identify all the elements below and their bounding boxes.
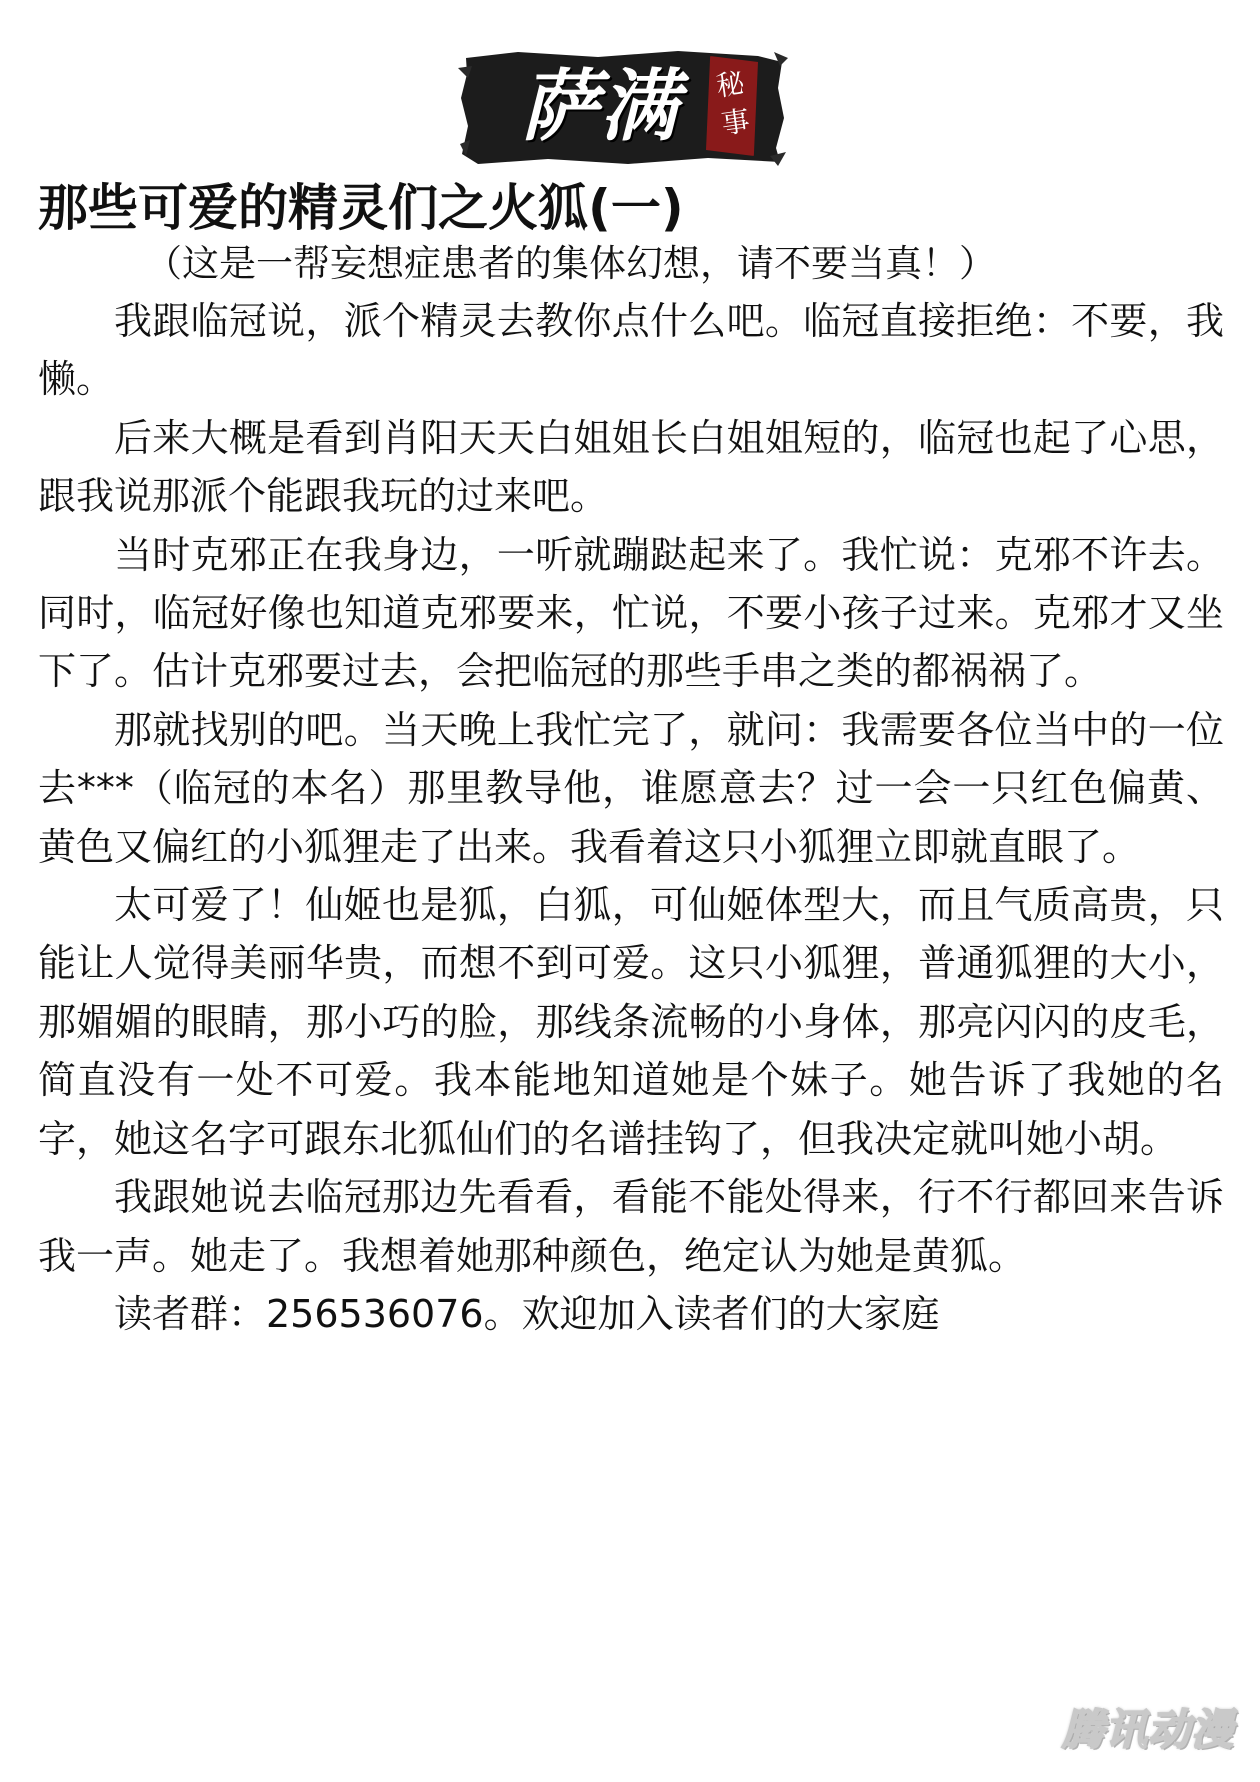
- article-body: [38, 292, 1224, 1343]
- article-title: 那些可爱的精灵们之火狐(一): [38, 179, 684, 237]
- logo-title: 萨满: [520, 61, 681, 152]
- paragraph: 后来大概是看到肖阳天天白姐姐长白姐姐短的，临冠也起了心思，跟我说那派个能跟我玩的过来吧。: [38, 415, 1224, 519]
- paragraph: 我跟临冠说，派个精灵去教你点什么吧。临冠直接拒绝：不要，我懒。: [38, 299, 1224, 402]
- paragraph: 太可爱了！仙姬也是狐，白狐，可仙姬体型大，而且气质高贵，只能让人觉得美丽华贵，而想不到可爱。这只小狐狸，普通狐狸的大小，那媚媚的眼睛，那小巧的脸，那线条流畅的小身体，那亮闪闪的皮毛，简直没有一处不可爱。我本能地知道她是个妹子。她告诉了我她的名字，她这名字可跟东北狐仙们的名谱挂钩了，但我决定就叫她小胡。: [38, 883, 1224, 1161]
- reader-group-note: 读者群：256536076。欢迎加入读者们的大家庭: [114, 1291, 940, 1336]
- article-disclaimer: （这是一帮妄想症患者的集体幻想，请不要当真！）: [145, 242, 996, 285]
- paragraph: 当时克邪正在我身边，一听就蹦跶起来了。我忙说：克邪不许去。同时，临冠好像也知道克邪要来，忙说，不要小孩子过来。克邪才又坐下了。估计克邪要过去，会把临冠的那些手串之类的都祸祸了。: [38, 532, 1224, 694]
- watermark-text: 腾讯动漫: [1061, 1705, 1234, 1754]
- logo-subtitle: 秘事: [714, 66, 752, 141]
- series-logo: [458, 48, 788, 168]
- paragraph: 那就找别的吧。当天晚上我忙完了，就问：我需要各位当中的一位去***（临冠的本名）那里教导他，谁愿意去？过一会一只红色偏黄、黄色又偏红的小狐狸走了出来。我看着这只小狐狸立即就直眼了。: [38, 707, 1224, 869]
- tencent-comics-watermark: [1048, 1698, 1248, 1756]
- paragraph: 我跟她说去临冠那边先看看，看能不能处得来，行不行都回来告诉我一声。她走了。我想着她那种颜色，绝定认为她是黄狐。: [38, 1175, 1224, 1278]
